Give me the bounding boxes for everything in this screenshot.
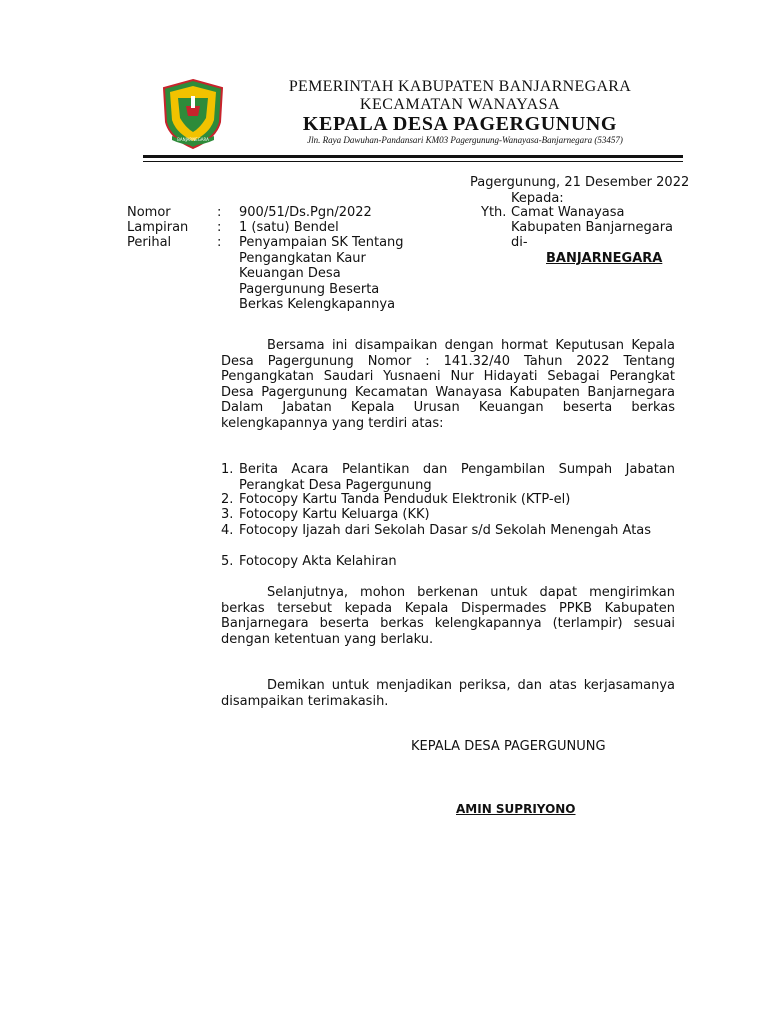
- lampiran-colon: :: [217, 220, 222, 235]
- recipient-yth: Yth.: [481, 205, 507, 220]
- letterhead-title: KEPALA DESA PAGERGUNUNG: [302, 113, 618, 135]
- regency-logo: [158, 78, 228, 150]
- list-text: Fotocopy Akta Kelahiran: [239, 554, 397, 569]
- list-text: Fotocopy Kartu Keluarga (KK): [239, 507, 430, 522]
- list-number: 3.: [221, 507, 234, 522]
- perihal-label: Perihal: [127, 235, 172, 250]
- lampiran-value: 1 (satu) Bendel: [239, 220, 339, 235]
- perihal-line: Keuangan Desa: [239, 266, 341, 281]
- letterhead-government: PEMERINTAH KABUPATEN BANJARNEGARA: [288, 78, 632, 95]
- lampiran-label: Lampiran: [127, 220, 189, 235]
- list-text: Fotocopy Ijazah dari Sekolah Dasar s/d Sekolah Menengah Atas: [239, 523, 652, 538]
- perihal-colon: :: [217, 235, 222, 250]
- nomor-colon: :: [217, 205, 222, 220]
- nomor-label: Nomor: [127, 205, 171, 220]
- place-date: Pagergunung, 21 Desember 2022: [470, 175, 690, 190]
- list-text: Berita Acara Pelantikan dan Pengambilan Sumpah Jabatan Perangkat Desa Pagergunung: [239, 462, 675, 493]
- list-number: 1.: [221, 462, 234, 477]
- recipient-line1: Camat Wanayasa: [511, 205, 625, 220]
- signatory-name: AMIN SUPRIYONO: [456, 802, 576, 816]
- header-rule-thick: [143, 155, 683, 158]
- letterhead-address: Jln. Raya Dawuhan-Pandansari KM03 Pagergunung-Wanayasa-Banjarnegara (53457): [307, 135, 623, 145]
- list-number: 2.: [221, 492, 234, 507]
- letterhead-district: KECAMATAN WANAYASA: [359, 96, 561, 113]
- recipient-line2: Kabupaten Banjarnegara: [511, 220, 674, 235]
- nomor-value: 900/51/Ds.Pgn/2022: [239, 205, 372, 220]
- perihal-line: Pagergunung Beserta: [239, 282, 380, 297]
- recipient-di: di-: [511, 235, 528, 250]
- perihal-line: Pengangkatan Kaur: [239, 251, 366, 266]
- perihal-line: Berkas Kelengkapannya: [239, 297, 396, 312]
- list-text: Fotocopy Kartu Tanda Penduduk Elektronik (KTP-el): [239, 492, 571, 507]
- body-paragraph-3: Demikan untuk menjadikan periksa, dan atas kerjasamanya disampaikan terimakasih.: [221, 678, 675, 709]
- signature-title: KEPALA DESA PAGERGUNUNG: [411, 739, 606, 754]
- logo-text: BANJARNEGARA: [177, 137, 209, 142]
- body-paragraph-2: Selanjutnya, mohon berkenan untuk dapat mengirimkan berkas tersebut kepada Kepala Dispermades PPKB Kabupaten Banjarnegara beserta berkas kelengkapannya (terlampir) sesuai dengan ketentuan yang berlaku.: [221, 585, 675, 647]
- recipient-kepada: Kepada:: [511, 191, 564, 206]
- recipient-city: BANJARNEGARA: [546, 251, 663, 266]
- list-number: 4.: [221, 523, 234, 538]
- list-number: 5.: [221, 554, 234, 569]
- header-rule-thin: [143, 161, 683, 162]
- perihal-line: Penyampaian SK Tentang: [239, 235, 404, 250]
- body-paragraph-1: Bersama ini disampaikan dengan hormat Keputusan Kepala Desa Pagergunung Nomor : 141.32/40 Tahun 2022 Tentang Pengangkatan Saudari Yusnaeni Nur Hidayati Sebagai Perangkat Desa Pagergunung Kecamatan Wanayasa Kabupaten Banjarnegara Dalam Jabatan Kepala Urusan Keuangan beserta berkas kelengkapannya yang terdiri atas:: [221, 338, 675, 431]
